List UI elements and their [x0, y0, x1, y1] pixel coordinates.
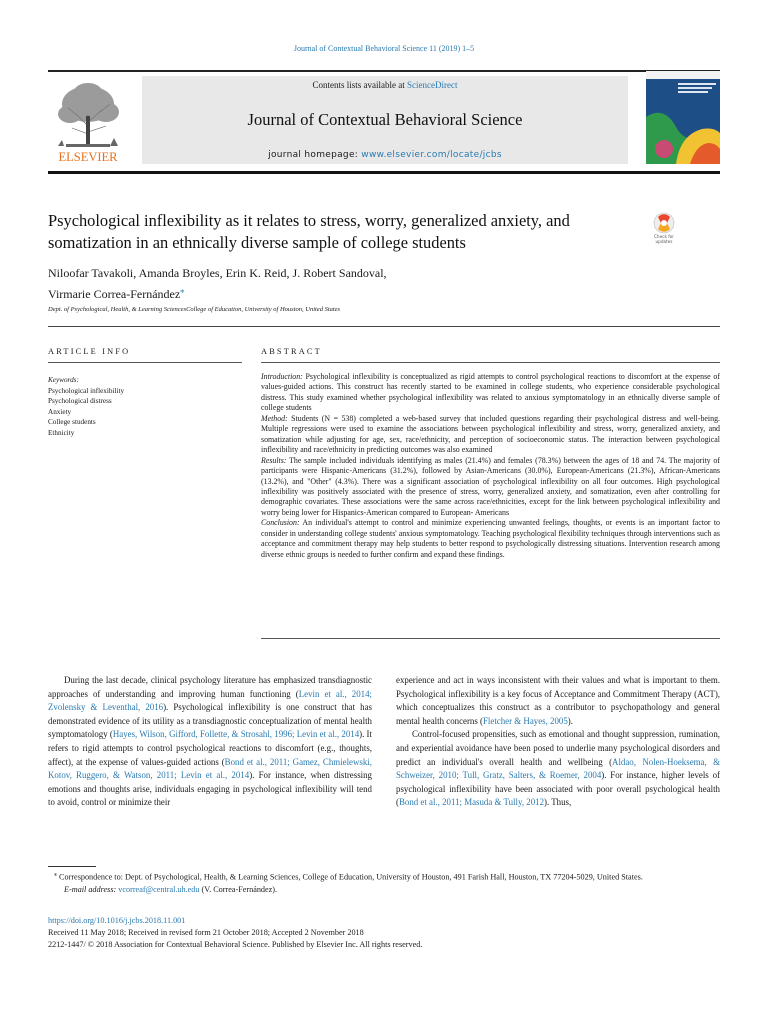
publication-info: [48, 915, 720, 952]
copyright-line: 2212-1447/ © 2018 Association for Contextual Behavioral Science. Published by Elsevier Inc. All rights reserved.: [48, 940, 423, 950]
header-top-rule: [48, 70, 720, 72]
keyword-item: Psychological inflexibility: [48, 386, 125, 395]
body-text: Control-focused propensities, such as emotional and thought suppression, rumination, and experiential avoidance have been posed to underlie many psychological disorders and predict an individual's overall health and wellbeing (: [396, 729, 720, 767]
keyword-item: Psychological distress: [48, 397, 112, 405]
abstract-introduction: [261, 372, 720, 414]
body-paragraph: [396, 674, 720, 728]
email-link[interactable]: vcorreaf@central.uh.edu: [118, 884, 200, 894]
abstract-method: [261, 414, 720, 456]
citation-link[interactable]: Hayes, Wilson, Gifford, Follette, & Strosahl, 1996; Levin et al., 2014: [112, 729, 360, 740]
method-label: Method:: [261, 413, 288, 423]
citation-link[interactable]: Bond et al., 2011; Masuda & Tully, 2012: [398, 797, 545, 808]
body-text: ). It refers to rigid attempts to control psychological reactions to discomfort (e.g., thoughts, affect), at the expense of values-guided actions (: [48, 729, 372, 767]
check-for-updates-badge[interactable]: [646, 212, 682, 256]
elsevier-logo[interactable]: [48, 76, 128, 164]
doi-link[interactable]: https://doi.org/10.1016/j.jcbs.2018.11.001: [48, 916, 186, 925]
body-text: experience and act in ways inconsistent with their values and what is important to them. Psychological inflexibility is a key focus of Acceptance and Commitment Therapy (ACT), which conceptualizes this construct as a contributor to psychopathology and general mental health concerns (: [396, 675, 720, 726]
citation-link[interactable]: Bond et al., 2011; Gamez, Chmielewski, Kotov, Ruggero, & Watson, 2011; Levin et al., 2014: [48, 756, 372, 781]
body-text: ). For instance, when distressing emotions and thoughts arise, individuals engaging in psychological inflexibility will tend to avoid, control or minimize their: [48, 770, 372, 808]
abstract-heading: ABSTRACT: [261, 347, 322, 356]
keywords-block: [48, 375, 242, 438]
conclusion-label: Conclusion:: [261, 518, 300, 528]
body-text: ). For instance, higher levels of psychological inflexibility have been associated with poor overall psychological health (: [396, 770, 720, 808]
results-text: The sample included individuals identifying as males (21.4%) and females (78.3%) between the ages of 18 and 74. The majority of participants were Hispanic-Americans (31.2%), followed by Asian-Americans (30.0%), European-Americans (21.3%), African-Americans (13.2%), and "Other" (4.3%). There was a significant association of psychological inflexibility on all four outcomes. High psychological inflexibility was positively associated with the presence of stress, worry, generalized anxiety, and somatization, even after controlling for demographic covariates. These associations were the same across race/ethnicities, except for the link between psychological inflexibility and worry being lower for Hispanics-American compared to European- Americans: [261, 455, 720, 517]
abstract-conclusion: [261, 518, 720, 560]
check-updates-icon: [646, 212, 682, 234]
elsevier-wordmark: ELSEVIER: [58, 150, 118, 164]
section-divider: [48, 326, 720, 327]
homepage-link[interactable]: www.elsevier.com/locate/jcbs: [361, 150, 502, 160]
keyword-item: Ethnicity: [48, 428, 75, 437]
contents-line: [142, 80, 628, 90]
intro-text: Psychological inflexibility is conceptualized as rigid attempts to control psychological reactions to discomfort at the expense of values-guided actions. This construct has recently started to be examined in college students, who experience considerable psychological distress. This study examined whether psychological inflexibility was related to anxious symptomatology in an ethnically diverse sample of college students: [261, 372, 720, 413]
header-bottom-rule: [48, 171, 720, 174]
abstract-results: [261, 456, 720, 519]
citation-link[interactable]: Fletcher & Hayes, 2005: [483, 715, 568, 726]
body-column-left: [48, 674, 372, 810]
authors-line-2: [48, 282, 648, 303]
homepage-label: journal homepage:: [268, 150, 362, 160]
abstract-end-rule: [261, 638, 720, 639]
correspondence-note: [48, 869, 720, 884]
keywords-label: Keywords:: [48, 376, 79, 384]
journal-reference[interactable]: Journal of Contextual Behavioral Science 11 (2019) 1–5: [293, 44, 475, 53]
intro-label: Introduction:: [261, 372, 303, 381]
article-info-rule: [48, 362, 242, 363]
email-suffix: (V. Correa-Fernández).: [199, 884, 278, 894]
elsevier-tree-icon: [48, 76, 128, 164]
homepage-line: [142, 150, 628, 160]
email-note: [48, 884, 720, 896]
journal-header-box: [142, 76, 628, 164]
footnote: [48, 869, 720, 896]
correspondence-text: Correspondence to: Dept. of Psychological, Health, & Learning Sciences, College of Education, University of Houston, 491 Farish Hall, Houston, TX 77204-5029, United States.: [57, 872, 643, 882]
email-label: E-mail address:: [64, 884, 117, 894]
body-text: ). Thus,: [544, 797, 572, 808]
author-list: [48, 265, 648, 303]
article-dates: Received 11 May 2018; Received in revised form 21 October 2018; Accepted 2 November 2018: [48, 928, 364, 938]
keyword-item: Anxiety: [48, 407, 72, 416]
journal-cover-image[interactable]: [646, 71, 720, 164]
citation-link[interactable]: Levin et al., 2014; Zvolensky & Leventhal, 2016: [48, 688, 372, 713]
keyword-item: College students: [48, 418, 96, 426]
footnote-rule: [48, 866, 96, 867]
abstract-rule: [261, 362, 720, 363]
corresponding-author-mark[interactable]: ⁎: [180, 286, 185, 295]
article-info-heading: ARTICLE INFO: [48, 347, 131, 356]
body-column-right: [396, 674, 720, 810]
authors-line-1: Niloofar Tavakoli, Amanda Broyles, Erin K. Reid, J. Robert Sandoval,: [48, 266, 387, 280]
article-title: Psychological inflexibility as it relates to stress, worry, generalized anxiety, and somatization in an ethnically diverse sample of college students: [48, 211, 570, 252]
citation-link[interactable]: Aldao, Nolen-Hoeksema, & Schweizer, 2010; Tull, Gratz, Salters, & Roemer, 2004: [396, 756, 721, 781]
sciencedirect-link[interactable]: ScienceDirect: [407, 80, 458, 90]
check-updates-label: Check for updates: [654, 234, 674, 244]
body-paragraph: [396, 728, 720, 810]
abstract-body: [261, 372, 720, 560]
body-paragraph: [48, 674, 372, 810]
author-correa[interactable]: Virmarie Correa-Fernández: [48, 287, 181, 301]
conclusion-text: An individual's attempt to control and minimize experiencing unwanted feelings, thoughts, or events is an important factor to consider in understanding college students' anxious symptomatology. Teaching psychological flexibility techniques through interventions such as acceptance and commitment therapy may help students to better respond to psychologically distressing situations. Intervention research among diverse ethnic groups is needed to further confirm and expand these findings.: [261, 518, 720, 559]
journal-cover-icon: [646, 71, 720, 164]
body-text: ). Psychological inflexibility is one construct that has demonstrated evidence of its utility as a transdiagnostic conceptualization of mental health symptomatology (: [48, 702, 372, 740]
results-label: Results:: [261, 455, 287, 465]
body-text: ).: [567, 715, 573, 726]
journal-title: Journal of Contextual Behavioral Science: [247, 110, 523, 129]
footnote-mark: ⁎: [54, 872, 57, 878]
contents-prefix: Contents lists available at: [312, 80, 407, 90]
method-text: Students (N = 538) completed a web-based survey that included questions regarding their psychological distress and well-being. Multiple regressions were used to examine the associations between psychological inflexibility and stress, worry, generalized anxiety, and somatization while adjusting for age, sex, race/ethnicity, and perception of socioeconomic status. The interaction between psychological inflexibility and race/ethnicity in predicting outcomes was also examined: [261, 413, 720, 455]
body-text: During the last decade, clinical psychology literature has emphasized transdiagnostic approaches of understanding and improving human functioning (: [48, 675, 372, 699]
affiliation: Dept. of Psychological, Health, & Learning SciencesCollege of Education, University of Houston, United States: [48, 306, 341, 313]
